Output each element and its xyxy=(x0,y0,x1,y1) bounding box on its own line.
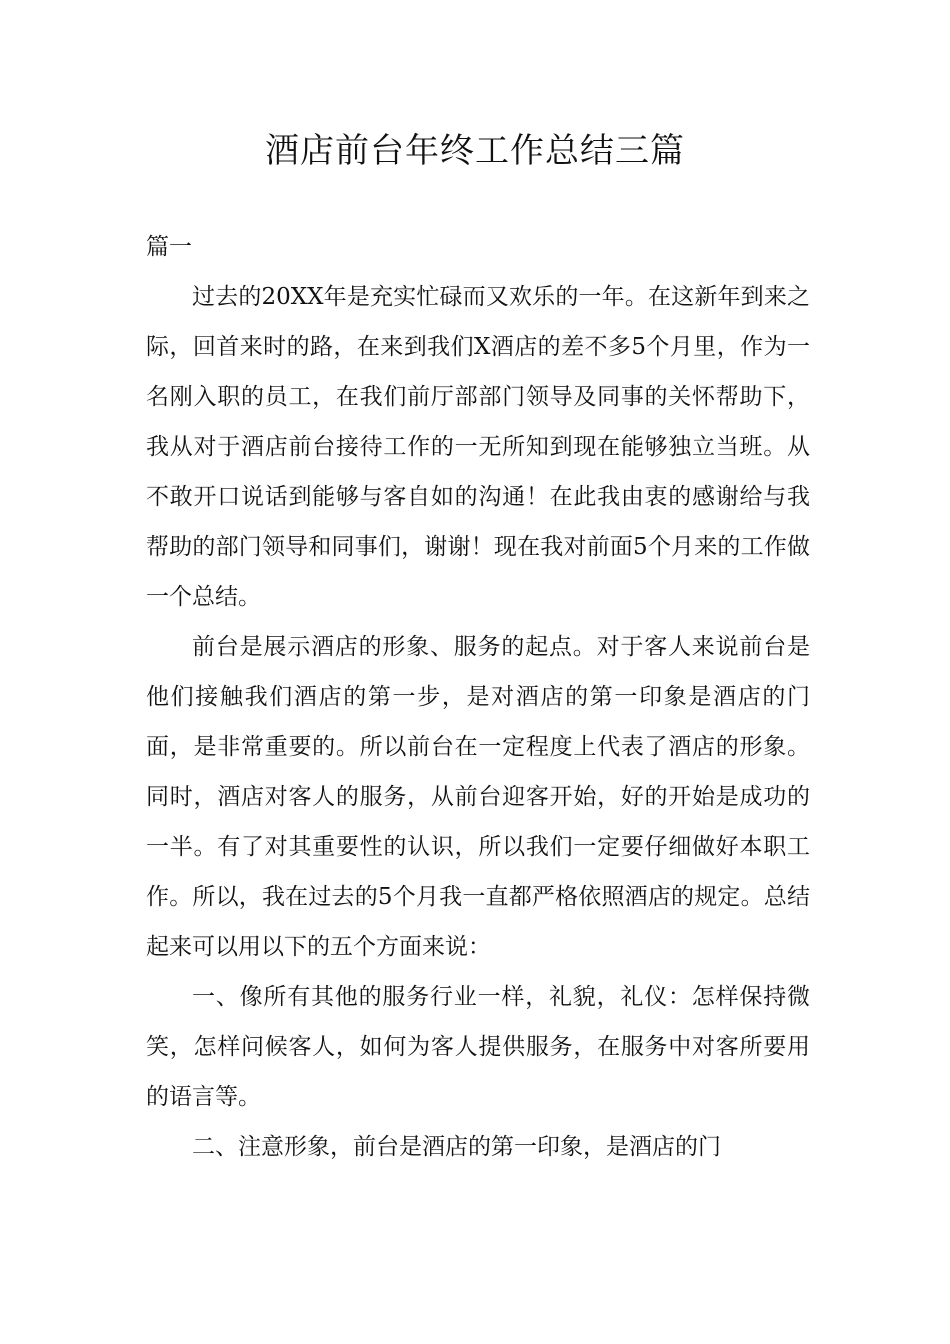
document-body xyxy=(146,222,810,1172)
paragraph-4: 二、注意形象，前台是酒店的第一印象，是酒店的门 xyxy=(192,1134,721,1160)
paragraph-2: 前台是展示酒店的形象、服务的起点。对于客人来说前台是他们接触我们酒店的第一步，是对酒店的第一印象是酒店的门面，是非常重要的。所以前台在一定程度上代表了酒店的形象。同时，酒店对客人的服务，从前台迎客开始，好的开始是成功的一半。有了对其重要性的认识，所以我们一定要仔细做好本职工作。所以，我在过去的5个月我一直都严格依照酒店的规定。总结起来可以用以下的五个方面来说： xyxy=(146,634,810,960)
paragraph-3: 一、像所有其他的服务行业一样，礼貌，礼仪：怎样保持微笑，怎样问候客人，如何为客人提供服务，在服务中对客所要用的语言等。 xyxy=(146,984,810,1110)
section-label: 篇一 xyxy=(146,234,192,260)
document-title: 酒店前台年终工作总结三篇 xyxy=(265,131,685,171)
paragraph-1: 过去的20XX年是充实忙碌而又欢乐的一年。在这新年到来之际，回首来时的路，在来到我们X酒店的差不多5个月里，作为一名刚入职的员工，在我们前厅部部门领导及同事的关怀帮助下，我从对于酒店前台接待工作的一无所知到现在能够独立当班。从不敢开口说话到能够与客自如的沟通！在此我由衷的感谢给与我帮助的部门领导和同事们，谢谢！现在我对前面5个月来的工作做一个总结。 xyxy=(146,284,810,610)
